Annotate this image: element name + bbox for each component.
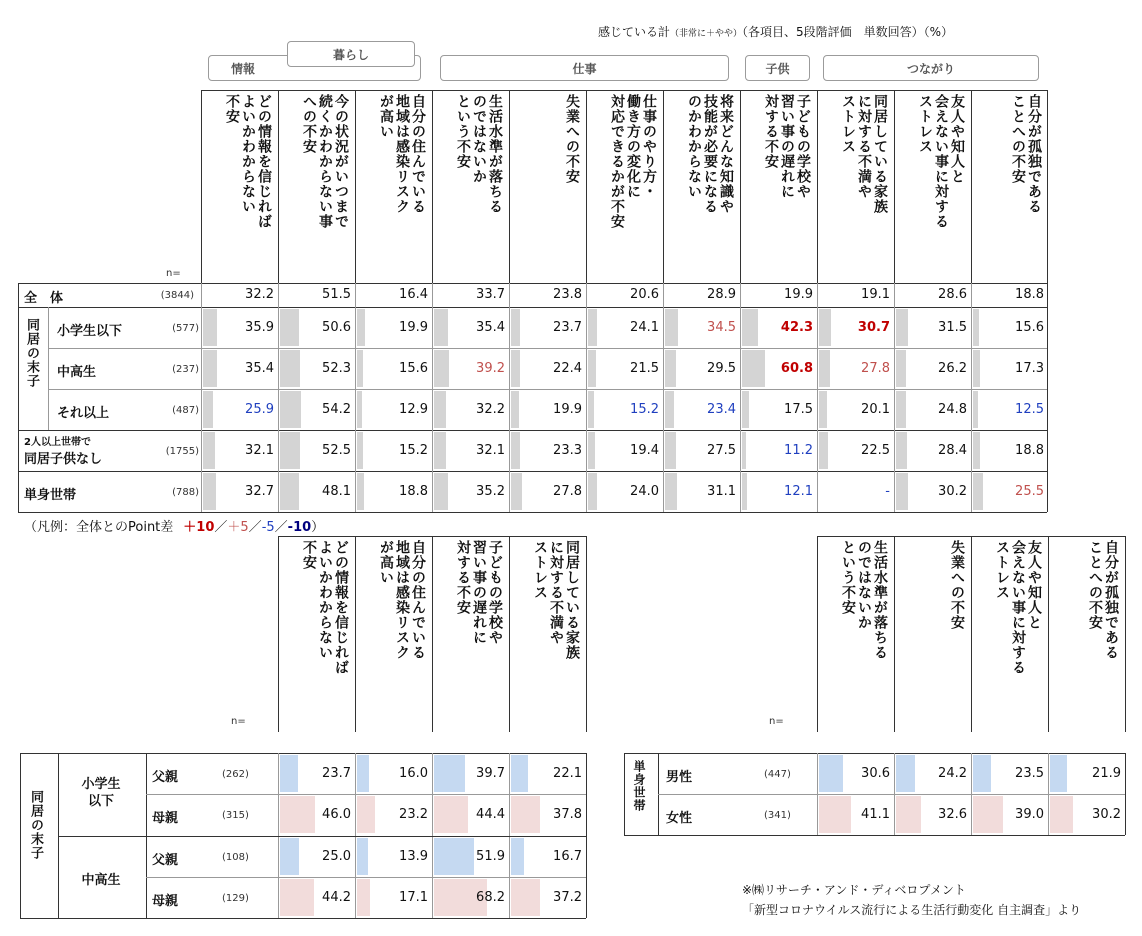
value-cell: 35.2 (476, 483, 505, 499)
column-divider (1048, 536, 1049, 732)
unit-note (598, 23, 953, 40)
row-label: 単身世帯 (24, 487, 77, 503)
value-cell: 28.9 (707, 287, 736, 302)
column-divider (663, 90, 664, 283)
sub-group-label: 単身世帯 (632, 760, 646, 812)
value-cell: 23.8 (553, 287, 582, 302)
value-cell: 25.9 (245, 401, 274, 417)
column-divider (201, 283, 202, 512)
value-cell: 42.3 (780, 319, 813, 335)
value-cell: 37.2 (553, 889, 582, 905)
group-kodomo: 子供 (745, 55, 810, 81)
value-cell: 31.5 (938, 319, 967, 335)
value-cell: 27.8 (553, 483, 582, 499)
n-label-right: n= (769, 716, 784, 727)
group-joho: 情報 (208, 55, 421, 81)
column-divider (740, 90, 741, 283)
value-cell: 28.4 (938, 442, 967, 458)
row-n: (487) (172, 404, 199, 416)
column-divider (817, 283, 818, 512)
value-cell: 24.8 (938, 401, 967, 417)
column-header-11: 自分が孤独である ことへの不安 (1010, 94, 1042, 214)
value-cell: 34.5 (707, 319, 736, 335)
column-header-2: 今の状況がいつまで 続くかわからない事 への不安 (301, 94, 349, 229)
column-header-10: 友人や知人と 会えない事に対する ストレス (917, 94, 965, 229)
legend: （凡例：全体とのPoint差 ＋10／＋5／-5／-10） (24, 520, 325, 535)
legend-minus5: -5 (261, 520, 275, 535)
legend-plus5: ＋5 (227, 520, 249, 535)
value-cell: 19.9 (553, 401, 582, 417)
column-divider (1125, 536, 1126, 732)
value-cell: 22.4 (553, 360, 582, 376)
sub-row-n: (129) (222, 892, 249, 904)
column-divider (740, 283, 741, 512)
row-n: (788) (172, 486, 199, 498)
row-border (18, 307, 1047, 308)
value-cell: 46.0 (322, 806, 351, 822)
value-cell: 23.7 (553, 319, 582, 335)
row-border-light (146, 794, 586, 795)
value-cell: 35.9 (245, 319, 274, 335)
value-cell: 18.8 (1015, 287, 1044, 302)
value-cell: 23.5 (1015, 765, 1044, 781)
value-cell: 25.5 (1015, 483, 1044, 499)
value-cell: 32.1 (476, 442, 505, 458)
body-top-border (20, 753, 586, 754)
value-cell: 12.5 (1015, 401, 1044, 417)
column-header-3: 自分の住んでいる 地域は感染リスク が高い (378, 94, 426, 214)
value-cell: 24.2 (938, 765, 967, 781)
value-cell: 68.2 (476, 889, 505, 905)
body-left-border (624, 753, 625, 835)
value-cell: 17.3 (1015, 360, 1044, 376)
sub-row-n: (262) (222, 768, 249, 780)
value-cell: 60.8 (780, 360, 813, 376)
column-divider (432, 536, 433, 732)
column-header-8: 子どもの学校や 習い事の遅れに 対する不安 (763, 94, 811, 199)
value-cell: 16.0 (399, 765, 428, 781)
value-cell: 39.7 (476, 765, 505, 781)
value-cell: 24.1 (630, 319, 659, 335)
value-cell: 32.6 (938, 806, 967, 822)
value-cell: 32.2 (245, 287, 274, 302)
row-n: (3844) (160, 290, 194, 301)
value-cell: 35.4 (245, 360, 274, 376)
sub-row-label: 母親 (152, 893, 179, 909)
source-line-2: 「新型コロナウイルス流行による生活行動変化 自主調査」より (742, 903, 1082, 917)
value-cell: 18.8 (399, 483, 428, 499)
value-cell: 15.6 (1015, 319, 1044, 335)
value-cell: 41.1 (861, 806, 890, 822)
value-cell: 31.1 (707, 483, 736, 499)
value-cell: 24.0 (630, 483, 659, 499)
sub-row-label: 母親 (152, 810, 179, 826)
value-cell: 13.9 (399, 848, 428, 864)
column-divider (278, 283, 279, 512)
row-label: それ以上 (57, 405, 110, 421)
sub-row-label: 父親 (152, 769, 179, 785)
column-divider (509, 536, 510, 732)
sub-row-label: 父親 (152, 852, 179, 868)
value-cell: 23.2 (399, 806, 428, 822)
group-divider (48, 307, 49, 430)
value-cell: 19.9 (784, 287, 813, 302)
value-cell: 15.2 (630, 401, 659, 417)
value-cell: 20.6 (630, 287, 659, 302)
value-cell: 27.8 (861, 360, 890, 376)
note-small: （非常に＋やや） (670, 29, 743, 39)
value-cell: 32.2 (476, 401, 505, 417)
row-label: 中高生 (57, 364, 97, 380)
value-cell: 15.2 (399, 442, 428, 458)
value-cell: 54.2 (322, 401, 351, 417)
source-note (742, 880, 1081, 920)
value-cell: 21.5 (630, 360, 659, 376)
source-line-1: ※㈱リサーチ・アンド・ディベロプメント (742, 883, 966, 897)
row-label: 同居子供なし (24, 452, 103, 467)
table-bottom-border (18, 512, 1047, 513)
column-divider (586, 283, 587, 512)
row-border (18, 430, 1047, 431)
column-divider (201, 90, 202, 283)
value-cell: 48.1 (322, 483, 351, 499)
row-n: (1755) (165, 445, 199, 457)
value-cell: 16.7 (553, 848, 582, 864)
value-cell: 32.7 (245, 483, 274, 499)
column-divider (278, 536, 279, 732)
value-cell: 35.4 (476, 319, 505, 335)
row-label: 小学生以下 (57, 323, 123, 339)
value-cell: 18.8 (1015, 442, 1044, 458)
legend-plus10: ＋10 (183, 520, 215, 535)
value-cell: 28.6 (938, 287, 967, 302)
header-top-border (201, 90, 1047, 91)
column-divider (355, 90, 356, 283)
value-cell: 52.3 (322, 360, 351, 376)
sub-column-header-1: 生活水準が落ちる のではないか という不安 (840, 540, 888, 660)
legend-prefix: （凡例：全体とのPoint差 (24, 520, 174, 535)
column-divider (894, 283, 895, 512)
value-cell: 30.2 (938, 483, 967, 499)
row-label-sub: 2人以上世帯で (24, 437, 91, 448)
note-tail: （各項目、5段階評価 単数回答）（%） (742, 25, 954, 39)
value-cell: 26.2 (938, 360, 967, 376)
column-divider (817, 90, 818, 283)
body-top-border (624, 753, 1125, 754)
value-cell: 51.5 (322, 287, 351, 302)
value-cell: 29.5 (707, 360, 736, 376)
row-label: 全 体 (24, 291, 64, 306)
note-main: 感じている計 (598, 25, 671, 39)
value-cell: 23.7 (322, 765, 351, 781)
value-cell: 23.4 (707, 401, 736, 417)
sub-column-header-4: 同居している家族 に対する不満や ストレス (532, 540, 580, 660)
column-divider (971, 536, 972, 732)
value-cell: 30.6 (861, 765, 890, 781)
value-cell: 23.3 (553, 442, 582, 458)
value-cell: 39.2 (476, 360, 505, 376)
legend-minus10: -10 (287, 520, 312, 535)
column-divider (355, 283, 356, 512)
value-cell: - (885, 483, 890, 499)
value-cell: 22.1 (553, 765, 582, 781)
value-cell: 27.5 (707, 442, 736, 458)
n-label-left: n= (231, 716, 246, 727)
value-cell: 17.1 (399, 889, 428, 905)
sub-row-n: (108) (222, 851, 249, 863)
column-header-5: 失業への不安 (564, 94, 580, 184)
column-header-1: どの情報を信じれば よいかわからない 不安 (224, 94, 272, 229)
value-cell: 33.7 (476, 287, 505, 302)
value-cell: 20.1 (861, 401, 890, 417)
column-divider (971, 90, 972, 283)
header-top-border (278, 536, 586, 537)
value-cell: 19.4 (630, 442, 659, 458)
value-cell: 30.2 (1092, 806, 1121, 822)
value-cell: 16.4 (399, 287, 428, 302)
sub-row-label: 女性 (666, 810, 693, 826)
sub-group-label: 同居の末子 (28, 790, 43, 860)
column-header-7: 将来どんな知識や 技能が必要になる のかわからない (686, 94, 734, 214)
value-cell: 21.9 (1092, 765, 1121, 781)
sub-column-header-2: 自分の住んでいる 地域は感染リスク が高い (378, 540, 426, 660)
row-n: (577) (172, 322, 199, 334)
value-cell: 19.1 (861, 287, 890, 302)
value-cell: 30.7 (857, 319, 890, 335)
column-divider (663, 283, 664, 512)
column-divider (278, 90, 279, 283)
sub-column-header-2: 失業への不安 (949, 540, 965, 630)
column-divider (971, 283, 972, 512)
body-bottom-border (624, 835, 1125, 836)
value-cell: 22.5 (861, 442, 890, 458)
group-shigoto: 仕事 (440, 55, 729, 81)
row-border-light (48, 389, 1047, 390)
value-cell: 50.6 (322, 319, 351, 335)
column-divider (586, 90, 587, 283)
sub-column-header-3: 子どもの学校や 習い事の遅れに 対する不安 (455, 540, 503, 645)
value-cell: 39.0 (1015, 806, 1044, 822)
sub-column-header-3: 友人や知人と 会えない事に対する ストレス (994, 540, 1042, 675)
sub-column-header-1: どの情報を信じれば よいかわからない 不安 (301, 540, 349, 675)
column-divider (509, 283, 510, 512)
row-border-light (48, 348, 1047, 349)
column-divider (817, 536, 818, 732)
value-cell: 12.9 (399, 401, 428, 417)
row-border (18, 283, 1047, 284)
column-divider (586, 536, 587, 732)
column-divider (432, 283, 433, 512)
column-header-4: 生活水準が落ちる のではないか という不安 (455, 94, 503, 214)
value-cell: 11.2 (784, 442, 813, 458)
value-cell: 25.0 (322, 848, 351, 864)
sub-group-junior-high: 中高生 (81, 873, 121, 888)
group-kurashi: 暮らし (287, 41, 415, 67)
value-cell: 52.5 (322, 442, 351, 458)
sub-row-n: (315) (222, 809, 249, 821)
n-label-main: n= (166, 268, 181, 279)
body-right-border (586, 753, 587, 918)
body-bottom-border (20, 918, 586, 919)
column-header-9: 同居している家族 に対する不満や ストレス (840, 94, 888, 214)
column-divider (894, 536, 895, 732)
column-divider (894, 90, 895, 283)
sub-row-n: (447) (764, 768, 791, 780)
row-group-label: 同居の末子 (24, 318, 39, 388)
value-cell: 15.6 (399, 360, 428, 376)
value-cell: 12.1 (784, 483, 813, 499)
value-cell: 51.9 (476, 848, 505, 864)
value-cell: 37.8 (553, 806, 582, 822)
group-tsunagari: つながり (823, 55, 1039, 81)
group-row-border (58, 836, 586, 837)
column-divider (509, 90, 510, 283)
value-cell: 19.9 (399, 319, 428, 335)
row-n: (237) (172, 363, 199, 375)
value-cell: 17.5 (784, 401, 813, 417)
body-right-border (1125, 753, 1126, 835)
column-divider (355, 536, 356, 732)
column-divider (432, 90, 433, 283)
sub-row-label: 男性 (666, 769, 693, 785)
value-cell: 44.2 (322, 889, 351, 905)
sub-column-header-4: 自分が孤独である ことへの不安 (1087, 540, 1119, 660)
table-left-border (18, 283, 19, 512)
sub-group-elementary: 小学生 以下 (81, 777, 121, 809)
column-header-6: 仕事のやり方・ 働き方の変化に 対応できるかが不安 (609, 94, 657, 229)
header-top-border (817, 536, 1125, 537)
body-left-border (20, 753, 21, 918)
value-cell: 32.1 (245, 442, 274, 458)
value-cell: 44.4 (476, 806, 505, 822)
sub-row-n: (341) (764, 809, 791, 821)
row-border (18, 471, 1047, 472)
row-border-light (658, 794, 1125, 795)
row-border-light (146, 877, 586, 878)
